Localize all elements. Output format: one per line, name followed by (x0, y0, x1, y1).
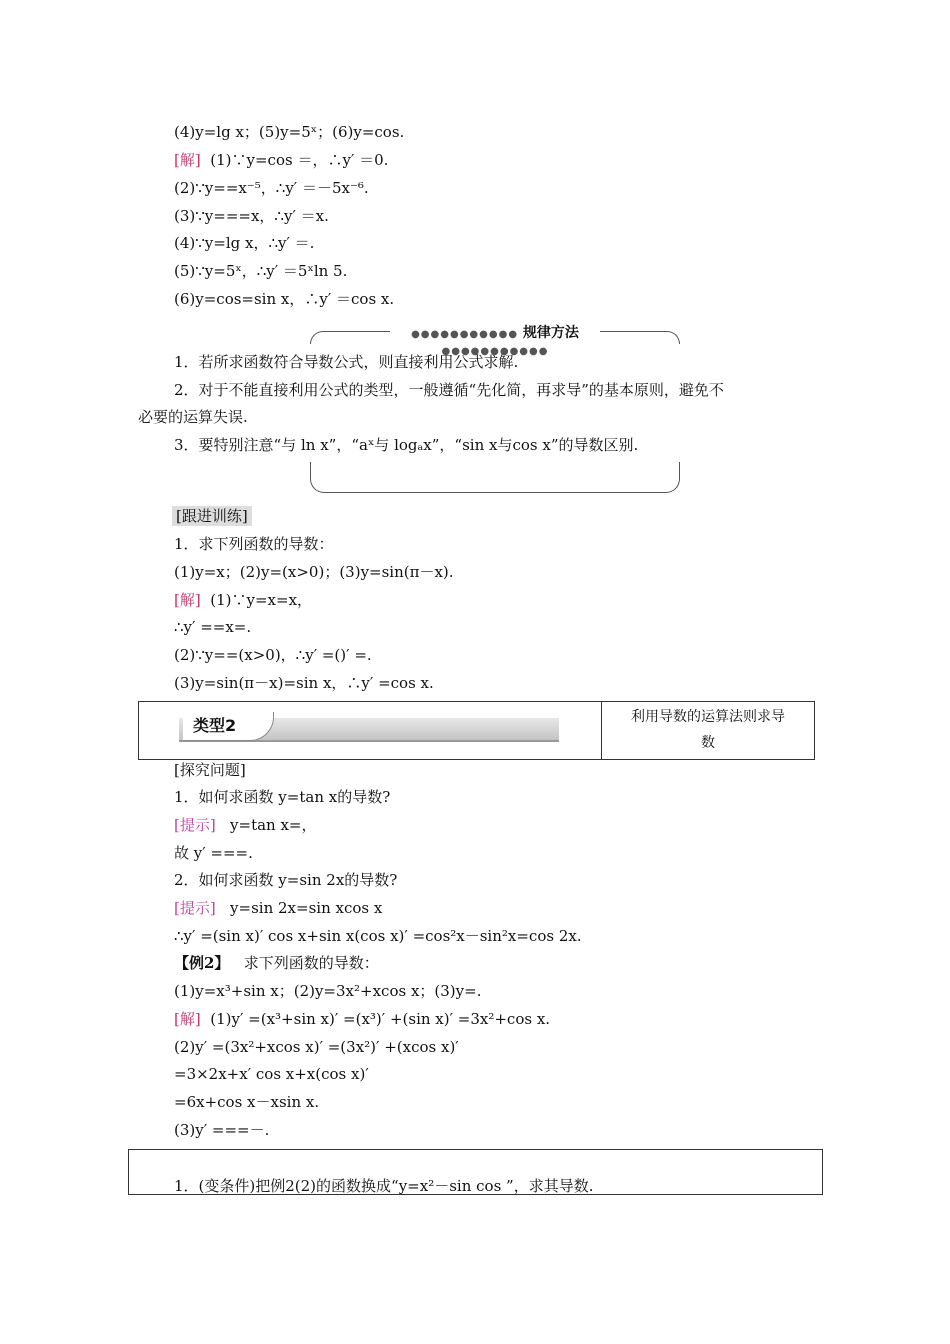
type-badge-cell (139, 702, 602, 759)
hint-line (174, 898, 382, 918)
practice-question: 1．(变条件)把例2(2)的函数换成“y=x²－sin cos ”，求其导数. (174, 1177, 594, 1195)
rule-title-text: 规律方法 (522, 325, 579, 341)
text-line: =6x+cos x－xsin x. (174, 1093, 320, 1111)
hint-line (174, 815, 317, 835)
explore-question: 1．如何求函数 y=tan x的导数? (174, 788, 391, 806)
rule-point-2: 2．对于不能直接利用公式的类型，一般遵循“先化简，再求导”的基本原则，避免不 (174, 381, 724, 399)
training-solution (174, 590, 312, 610)
example-solution (174, 1009, 550, 1029)
training-label: [跟进训练] (172, 506, 252, 526)
training-items: (1)y=x；(2)y=(x>0)；(3)y=sin(π－x). (174, 563, 454, 581)
type-title (602, 702, 814, 761)
solution-line (174, 150, 388, 170)
text-line: (3)y=sin(π－x)=sin x，∴y′ =cos x. (174, 674, 434, 692)
solution-tag: [解] (174, 151, 201, 169)
solution-text: (1)∵y=cos ＝，∴y′ ＝0. (210, 151, 389, 169)
solution-text: (1)y′ =(x³+sin x)′ =(x³)′ +(sin x)′ =3x²+cos x. (210, 1010, 551, 1028)
text-line: (6)y=cos=sin x，∴y′ ＝cos x. (174, 290, 395, 308)
text-line: (4)∵y=lg x，∴y′ ＝. (174, 234, 315, 252)
text-line: =3×2x+x′ cos x+x(cos x)′ (174, 1065, 369, 1083)
example-question: 求下列函数的导数： (243, 954, 379, 972)
text-line: ∴y′ ==x=. (174, 618, 252, 636)
example-label: 【例2】 (174, 954, 230, 972)
type-title-line: 利用导数的运算法则求导 (631, 709, 785, 725)
hint-text: y=sin 2x=sin xcos x (230, 899, 383, 917)
text-line: ∴y′ =(sin x)′ cos x+sin x(cos x)′ =cos²x－sin²x=cos 2x. (174, 927, 582, 945)
training-question: 1．求下列函数的导数： (174, 535, 334, 553)
solution-text: (1)∵y=x=x， (210, 591, 313, 609)
solution-tag: [解] (174, 591, 201, 609)
text-line: (4)y=lg x；(5)y=5ˣ；(6)y=cos. (174, 123, 405, 141)
text-line: (3)y′ ===－. (174, 1121, 270, 1139)
example-heading (174, 953, 379, 973)
explore-label: [探究问题] (174, 761, 246, 779)
rule-box-bottom (310, 462, 680, 493)
rule-point-3: 3．要特别注意“与 ln x”，“aˣ与 logₐx”，“sin x与cos x”的导数区别. (174, 436, 639, 454)
type-title-line: 数 (701, 735, 715, 751)
text-line: (3)∵y===x，∴y′ ＝x. (174, 207, 329, 225)
dots-decoration: ●●●●●●●●●●● (411, 329, 519, 340)
example-items: (1)y=x³+sin x；(2)y=3x²+xcos x；(3)y=. (174, 982, 482, 1000)
explore-question: 2．如何求函数 y=sin 2x的导数? (174, 871, 398, 889)
rule-point-2-cont: 必要的运算失误. (138, 408, 248, 426)
hint-tag: [提示] (174, 899, 216, 917)
solution-tag: [解] (174, 1010, 201, 1028)
text-line: 故 y′ ===. (174, 844, 253, 862)
dots-decoration: ●●●●●●●●●●● (441, 346, 549, 357)
text-line: (2)y′ =(3x²+xcos x)′ =(3x²)′ +(xcos x)′ (174, 1038, 459, 1056)
text-line: (2)∵y==(x>0)，∴y′ =()′ =. (174, 646, 372, 664)
type-badge: 类型2 (183, 712, 274, 741)
rule-point-1: 1．若所求函数符合导数公式，则直接利用公式求解. (174, 353, 519, 371)
type-header-table (138, 701, 815, 760)
text-line: (2)∵y==x⁻⁵，∴y′ ＝－5x⁻⁶. (174, 179, 369, 197)
text-line: (5)∵y=5ˣ，∴y′ ＝5ˣln 5. (174, 262, 348, 280)
hint-tag: [提示] (174, 816, 216, 834)
hint-text: y=tan x=， (230, 816, 317, 834)
